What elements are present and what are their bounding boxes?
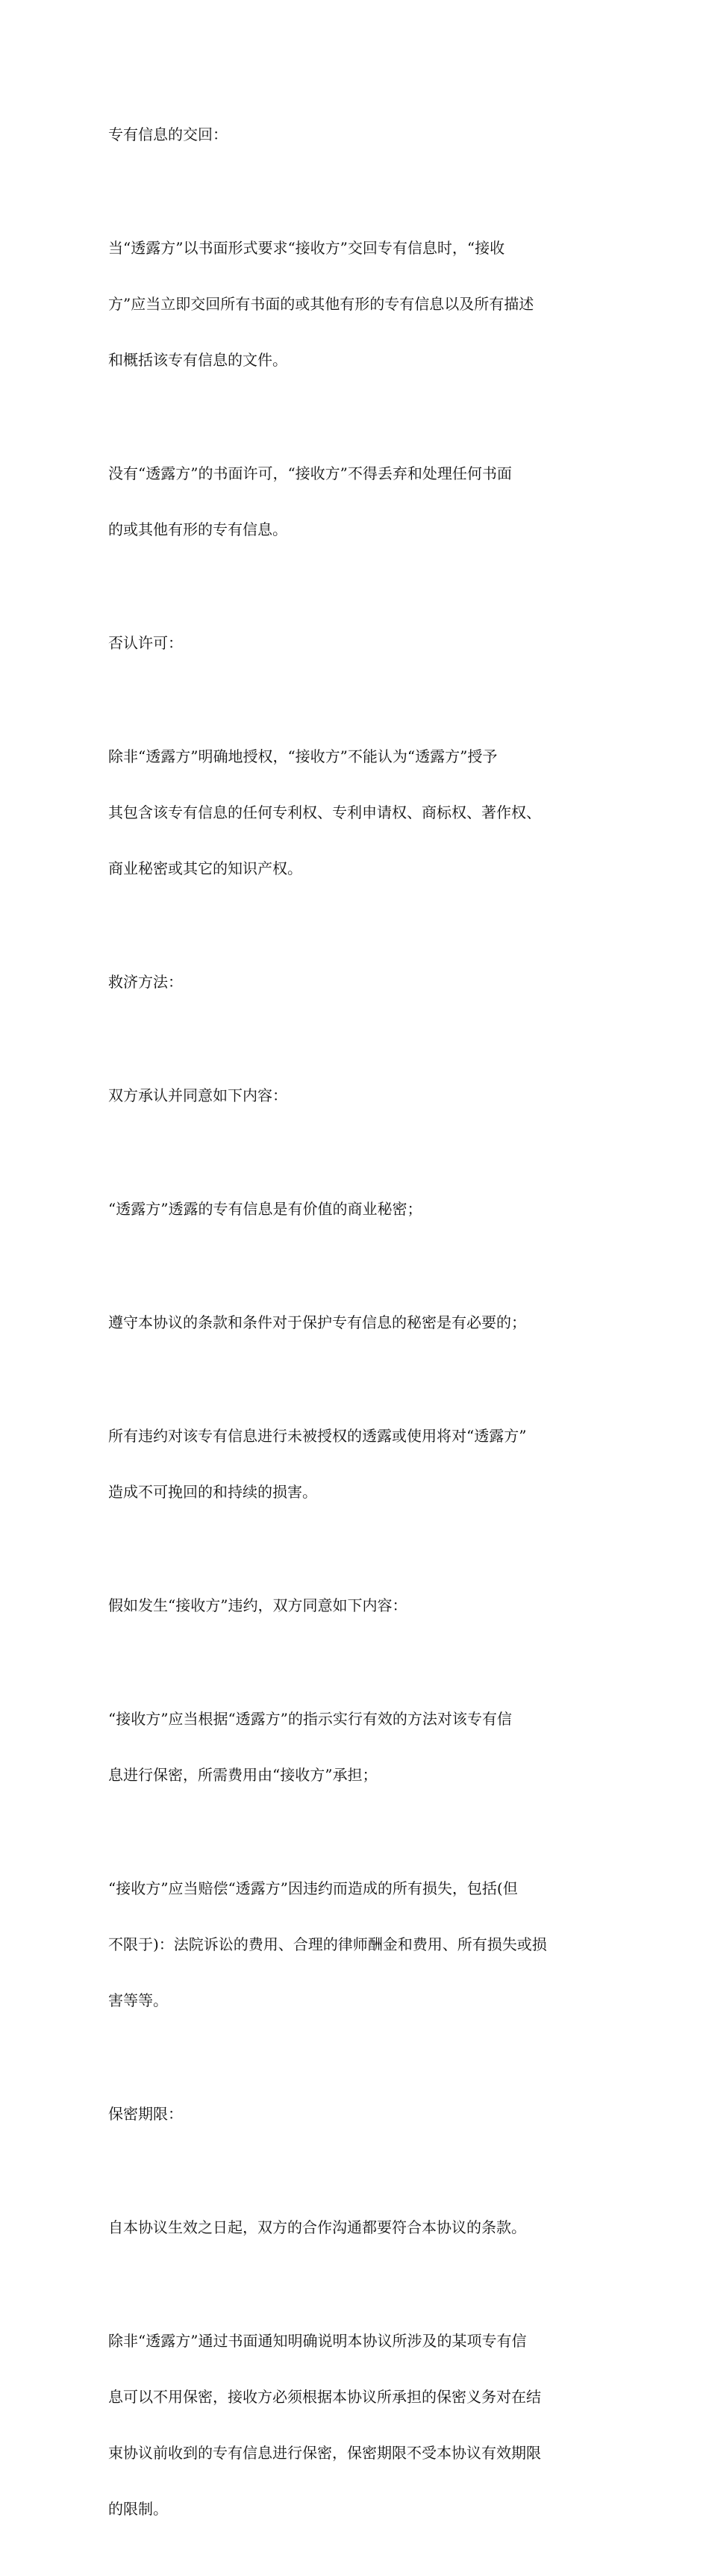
text-line: 的或其他有形的专有信息。: [108, 520, 287, 538]
paragraph-no-discard: [108, 427, 605, 576]
text-line: 所有违约对该专有信息进行未被授权的透露或使用将对“透露方”: [108, 1427, 527, 1445]
paragraph-breach: [108, 1559, 605, 1652]
text-line: 其包含该专有信息的任何专利权、专利申请权、商标权、著作权、: [108, 803, 541, 821]
text-line: “接收方”应当根据“透露方”的指示实行有效的方法对该专有信: [108, 1710, 512, 1728]
heading-term: [108, 2068, 605, 2161]
paragraph-trade-secret: [108, 1163, 605, 1256]
text-line: 遵守本协议的条款和条件对于保护专有信息的秘密是有必要的；: [108, 1313, 526, 1331]
text-line: 没有“透露方”的书面许可，“接收方”不得丢弃和处理任何书面: [108, 464, 512, 482]
heading-remedies: [108, 936, 605, 1029]
paragraph-agree: [108, 1049, 605, 1142]
text-line: 除非“透露方”通过书面通知明确说明本协议所涉及的某项专有信: [108, 2332, 527, 2350]
paragraph-irreparable: [108, 1390, 605, 1539]
text-line: 除非“透露方”明确地授权，“接收方”不能认为“透露方”授予: [108, 747, 498, 765]
text-line: 专有信息的交回：: [108, 125, 228, 143]
text-line: 造成不可挽回的和持续的损害。: [108, 1483, 317, 1501]
text-line: 方”应当立即交回所有书面的或其他有形的专有信息以及所有描述: [108, 295, 534, 313]
paragraph-necessary: [108, 1276, 605, 1369]
text-line: 息可以不用保密，接收方必须根据本协议所承担的保密义务对在结: [108, 2388, 541, 2406]
text-line: 束协议前收到的专有信息进行保密，保密期限不受本协议有效期限: [108, 2444, 541, 2462]
text-line: 保密期限：: [108, 2105, 183, 2123]
paragraph-confidential-measures: [108, 1673, 605, 1822]
text-line: 商业秘密或其它的知识产权。: [108, 859, 302, 877]
document-page: [108, 88, 605, 2576]
paragraph-term-details: [108, 2295, 605, 2556]
text-line: 当“透露方”以书面形式要求“接收方”交回专有信息时，“接收: [108, 239, 505, 257]
heading-return-info: [108, 88, 605, 181]
text-line: 的限制。: [108, 2500, 168, 2518]
text-line: 息进行保密，所需费用由“接收方”承担；: [108, 1766, 378, 1784]
text-line: 否认许可：: [108, 634, 183, 652]
text-line: 双方承认并同意如下内容：: [108, 1086, 287, 1104]
text-line: 自本协议生效之日起，双方的合作沟通都要符合本协议的条款。: [108, 2218, 526, 2236]
text-line: “接收方”应当赔偿“透露方”因违约而造成的所有损失，包括(但: [108, 1879, 518, 1897]
text-line: 救济方法：: [108, 973, 183, 991]
paragraph-compensation: [108, 1842, 605, 2047]
text-line: “透露方”透露的专有信息是有价值的商业秘密；: [108, 1200, 422, 1218]
text-line: 假如发生“接收方”违约，双方同意如下内容：: [108, 1596, 407, 1614]
text-line: 不限于)：法院诉讼的费用、合理的律师酬金和费用、所有损失或损: [108, 1935, 547, 1953]
text-line: 和概括该专有信息的文件。: [108, 351, 287, 369]
text-line: 害等等。: [108, 1991, 168, 2009]
paragraph-return-info: [108, 202, 605, 407]
heading-disclaimer: [108, 597, 605, 690]
paragraph-disclaimer: [108, 710, 605, 915]
paragraph-effective: [108, 2181, 605, 2274]
